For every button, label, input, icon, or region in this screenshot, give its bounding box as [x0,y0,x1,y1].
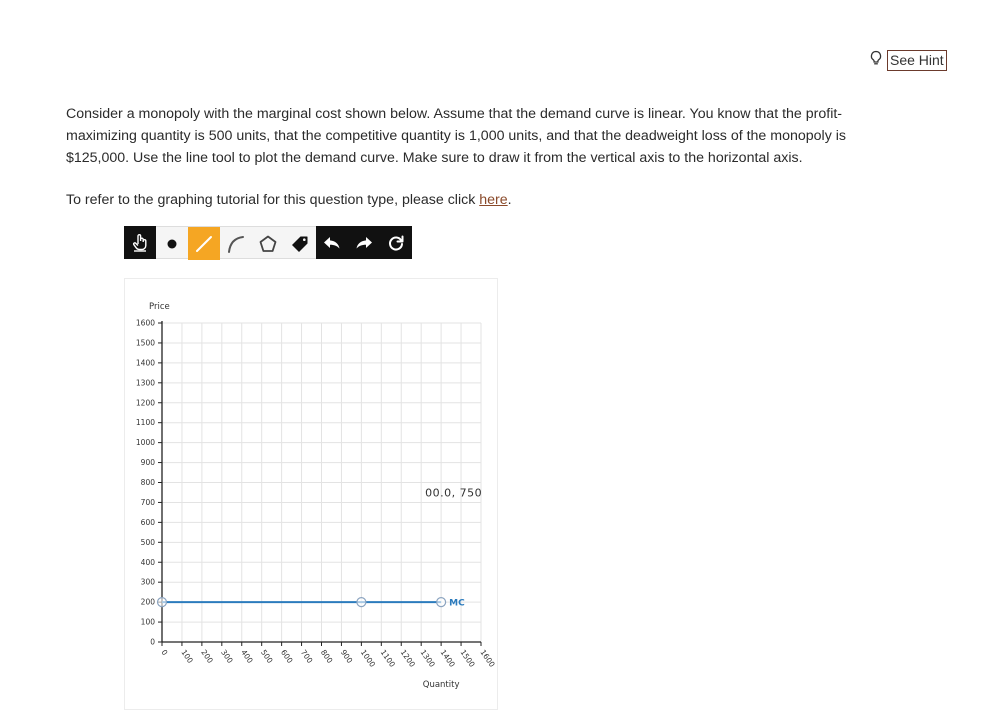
label-tag-icon [290,234,310,254]
tutorial-link[interactable]: here [479,192,508,208]
mc-point-handle [437,598,446,607]
x-tick-label: 0 [159,647,170,658]
y-tick-label: 300 [140,577,155,587]
drag-icon [130,233,150,253]
x-tick-label: 100 [179,647,195,665]
mc-series-label: MC [449,598,465,609]
y-tick-label: 100 [140,617,155,627]
graph-toolbar [124,226,412,259]
x-axis-label: Quantity [422,680,460,690]
toolbar-group-draw [156,226,316,259]
lightbulb-icon [869,50,883,71]
demand-graph[interactable] [125,279,499,711]
tutorial-text [66,189,512,211]
y-tick-label: 1100 [135,418,155,428]
reset-icon [386,233,406,253]
x-tick-label: 900 [338,647,355,665]
y-tick-label: 1300 [135,378,155,388]
redo-button[interactable] [348,226,380,259]
tutorial-suffix: . [507,192,512,208]
graph-panel[interactable] [124,278,498,710]
x-tick-label: 1400 [438,647,457,669]
hover-coordinate-label: 00.0, 750 [425,486,483,500]
mc-point-handle [158,598,167,607]
y-tick-label: 0 [150,637,155,647]
polygon-tool-button[interactable] [252,227,284,260]
y-tick-label: 200 [140,597,155,607]
y-tick-label: 900 [140,458,155,468]
redo-icon [354,233,374,253]
x-tick-label: 1500 [458,647,477,669]
x-tick-label: 1300 [418,647,437,669]
x-tick-label: 1100 [378,647,397,669]
polygon-icon [258,234,278,254]
y-tick-label: 1200 [135,398,155,408]
x-tick-label: 1200 [398,647,417,669]
drag-tool-button[interactable] [124,226,156,259]
point-icon [166,238,178,250]
toolbar-group-drag [124,226,156,259]
mc-point-handle [357,598,366,607]
y-tick-label: 600 [140,517,155,527]
toolbar-group-history [316,226,412,259]
x-tick-label: 300 [219,647,235,665]
tutorial-prefix: To refer to the graphing tutorial for this question type, please click [66,192,480,208]
x-tick-label: 200 [199,647,215,665]
x-tick-label: 800 [318,647,335,665]
hint-area [869,50,947,71]
x-tick-label: 400 [239,647,255,665]
x-tick-label: 600 [278,647,295,665]
reset-button[interactable] [380,226,412,259]
y-tick-label: 1400 [135,358,155,368]
x-tick-label: 500 [259,647,275,665]
x-tick-label: 1000 [358,647,378,669]
y-tick-label: 700 [140,497,155,507]
label-tool-button[interactable] [284,227,316,260]
undo-icon [322,233,342,253]
undo-button[interactable] [316,226,348,259]
y-tick-label: 1600 [135,318,155,328]
grid-lines [162,323,481,642]
curve-icon [226,234,246,254]
see-hint-button[interactable]: See Hint [887,50,947,71]
y-axis-label: Price [149,302,170,312]
point-tool-button[interactable] [156,227,188,260]
x-tick-label: 1600 [478,647,497,669]
curve-tool-button[interactable] [220,227,252,260]
x-tick-label: 700 [298,647,315,665]
question-text: Consider a monopoly with the marginal cost shown below. Assume that the demand curve is linear. You know that the profit-maximizing quantity is 500 units, that the competitive quantity is 1,000 units, and that the deadweight loss of the monopoly is $125,000. Use the line tool to plot the demand curve. Make sure to draw it from the vertical axis to the horizontal axis. [66,106,846,166]
y-tick-label: 1000 [135,438,155,448]
line-tool-button[interactable] [188,227,220,260]
line-icon [194,234,214,254]
y-tick-label: 500 [140,537,155,547]
y-tick-label: 1500 [135,338,155,348]
y-tick-label: 800 [140,478,155,487]
y-tick-label: 400 [140,557,155,567]
